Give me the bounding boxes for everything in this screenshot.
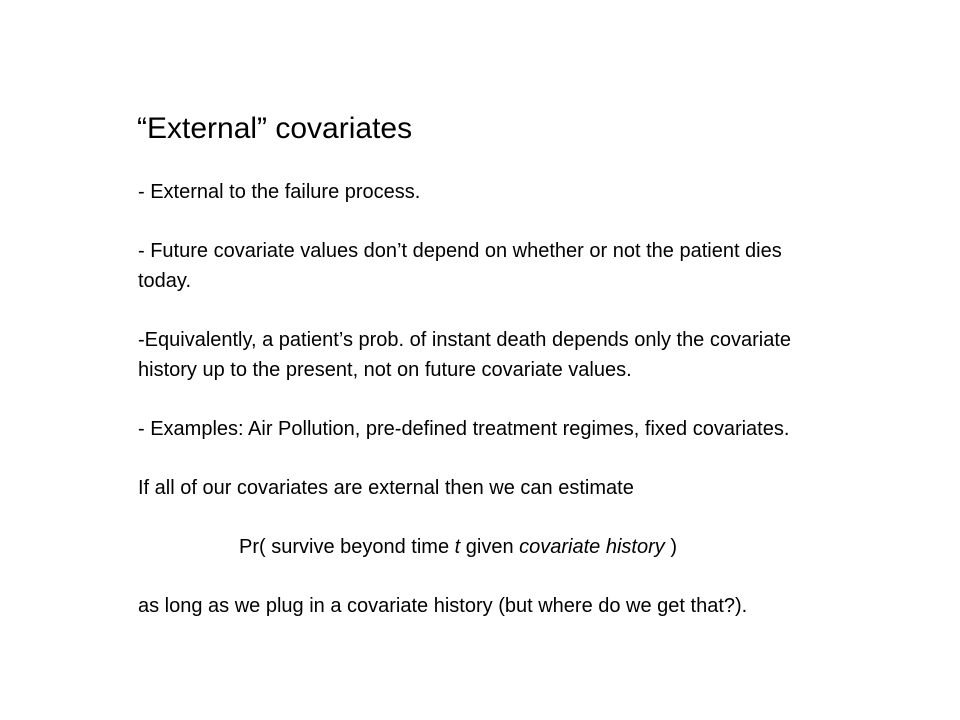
estimate-statement: If all of our covariates are external then we can estimate — [138, 477, 634, 499]
slide-title: “External” covariates — [137, 112, 413, 145]
closing-statement: as long as we plug in a covariate history (but where do we get that?). — [138, 595, 748, 617]
formula-time-variable: t — [454, 536, 461, 558]
formula-part1: Pr( survive beyond time — [239, 536, 455, 558]
bullet-equivalently: -Equivalently, a patient’s prob. of instant death depends only the covariate history up to the present, not on future covariate values. — [138, 329, 792, 381]
formula-covariate-history: covariate history — [519, 536, 665, 558]
bullet-future-values: - Future covariate values don’t depend on whether or not the patient dies today. — [138, 240, 782, 292]
formula-part3: ) — [664, 536, 677, 558]
bullet-external: - External to the failure process. — [138, 181, 421, 203]
slide-content — [138, 177, 838, 650]
formula-part2: given — [460, 536, 520, 558]
bullet-examples: - Examples: Air Pollution, pre-defined treatment regimes, fixed covariates. — [138, 418, 790, 440]
probability-formula — [138, 532, 778, 562]
